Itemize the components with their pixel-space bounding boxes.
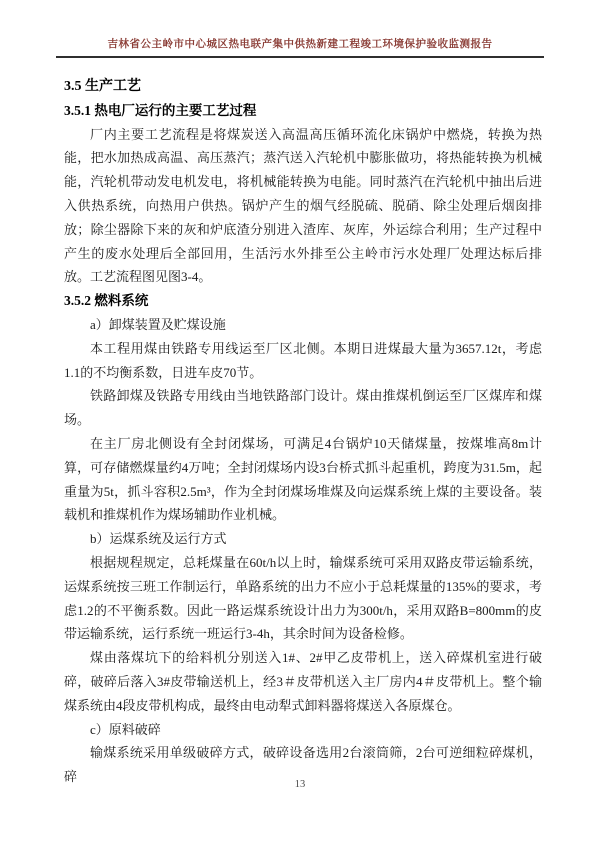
page-number: 13: [294, 779, 306, 790]
section-3-5-1-heading: 3.5.1 热电厂运行的主要工艺过程: [64, 102, 257, 118]
section-3-5-heading: 3.5 生产工艺: [64, 79, 141, 94]
report-header-title: 吉林省公主岭市中心城区热电联产集中供热新建工程竣工环境保护验收监测报告: [107, 39, 493, 50]
para-crushing: 输煤系统采用单级破碎方式，破碎设备选用2台滚筒筛，2台可逆细粒碎煤机，碎: [64, 745, 542, 785]
item-b-heading: b）运煤系统及运行方式: [90, 531, 227, 547]
para-process-overview: 厂内主要工艺流程是将煤炭送入高温高压循环流化床锅炉中燃烧，转换为热能，把水加热成高温、高压蒸汽；蒸汽送入汽轮机中膨胀做功，将热能转换为机械能，汽轮机带动发电机发电，将机械能转换为电能。同时蒸汽在汽轮机中抽出后进入供热系统，向热用户供热。锅炉产生的烟气经脱硫、脱硝、除尘处理后烟囱排放；除尘器除下来的灰和炉底渣分别进入渣库、灰库，外运综合利用；生产过程中产生的废水处理后全部回用，生活污水外排至公主岭市污水处理厂处理达标后排放。工艺流程图见图3-4。: [64, 126, 542, 285]
document-body: [0, 58, 600, 789]
item-a-heading: a）卸煤装置及贮煤设施: [90, 316, 226, 332]
page-footer: [0, 774, 600, 792]
para-coal-flow: 煤由落煤坑下的给料机分别送入1#、2#甲乙皮带机上，送入碎煤机室进行破碎，破碎后落入3#皮带输送机上，经3＃皮带机送入主厂房内4＃皮带机上。整个输煤系统由4段皮带机构成，最终由电动犁式卸料器将煤送入各原煤仓。: [64, 650, 542, 713]
page-header: [0, 0, 600, 58]
para-coal-yard: 在主厂房北侧设有全封闭煤场，可满足4台锅炉10天储煤量，按煤堆高8m计算，可存储燃煤量约4万吨；全封闭煤场内设3台桥式抓斗起重机，跨度为31.5m，起重量为5t，抓斗容积2.5m³，作为全封闭煤场堆煤及向运煤系统上煤的主要设备。装载机和推煤机作为煤场辅助作业机械。: [64, 435, 542, 523]
para-conveyor-spec: 根据规程规定，总耗煤量在60t/h以上时，输煤系统可采用双路皮带运输系统，运煤系统按三班工作制运行，单路系统的出力不应小于总耗煤量的135%的要求，考虑1.2的不平衡系数。因此一路运煤系统设计出力为300t/h，采用双路B=800mm的皮带运输系统，运行系统一班运行3-4h，其余时间为设备检修。: [64, 554, 542, 642]
section-3-5-2-heading: 3.5.2 燃料系统: [64, 293, 149, 309]
para-rail-unloading: 铁路卸煤及铁路专用线由当地铁路部门设计。煤由推煤机倒运至厂区煤库和煤场。: [64, 388, 542, 428]
item-c-heading: c）原料破碎: [90, 721, 161, 737]
para-coal-delivery: 本工程用煤由铁路专用线运至厂区北侧。本期日进煤最大量为3657.12t，考虑1.1的不均衡系数，日进车皮70节。: [64, 340, 542, 380]
